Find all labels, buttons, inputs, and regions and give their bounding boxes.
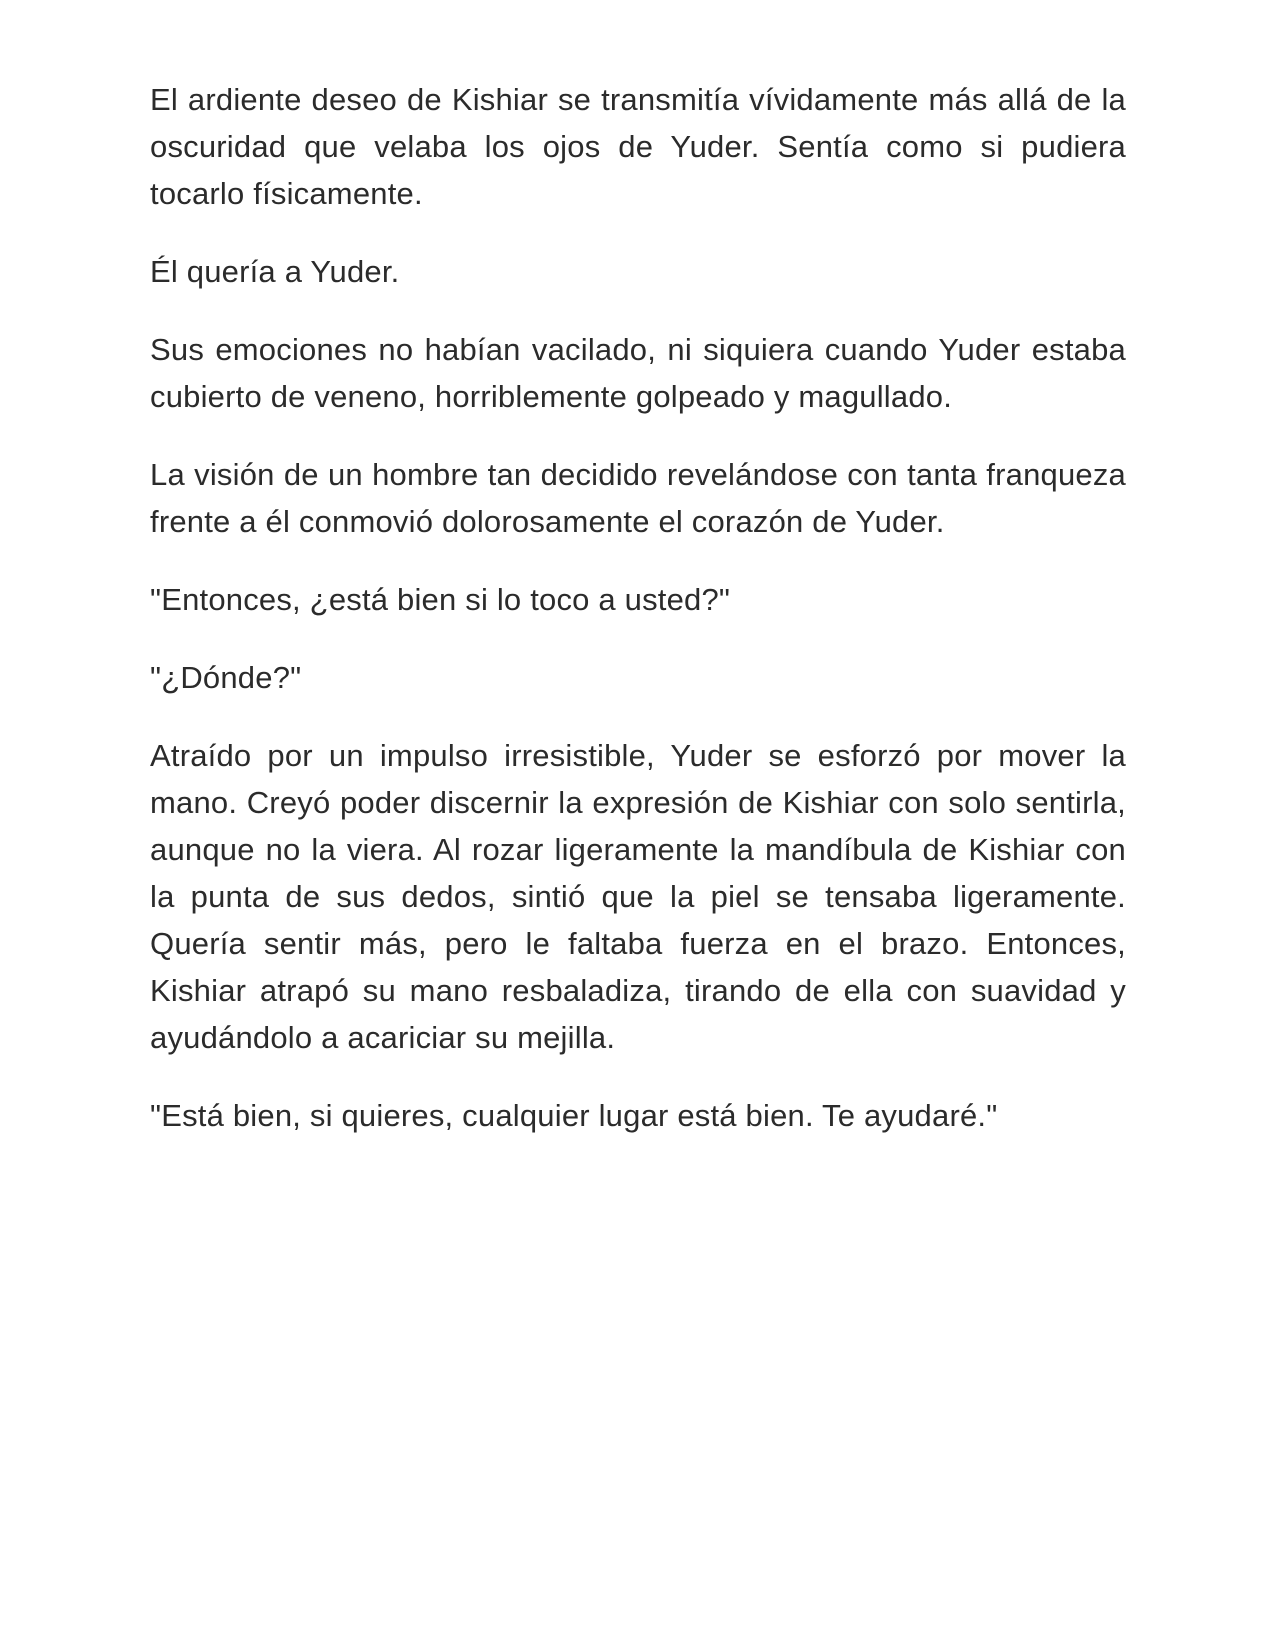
dialogue-line-1: "Entonces, ¿está bien si lo toco a usted?" <box>150 582 731 617</box>
paragraph-3: Sus emociones no habían vacilado, ni siquiera cuando Yuder estaba cubierto de veneno, horriblemente golpeado y magullado. <box>150 332 1126 414</box>
document-page <box>150 76 1126 1170</box>
paragraph-2: Él quería a Yuder. <box>150 254 400 289</box>
paragraph-5: Atraído por un impulso irresistible, Yuder se esforzó por mover la mano. Creyó poder discernir la expresión de Kishiar con solo sentirla, aunque no la viera. Al rozar ligeramente la mandíbula de Kishiar con la punta de sus dedos, sintió que la piel se tensaba ligeramente. Quería sentir más, pero le faltaba fuerza en el brazo. Entonces, Kishiar atrapó su mano resbaladiza, tirando de ella con suavidad y ayudándolo a acariciar su mejilla. <box>150 738 1126 1055</box>
dialogue-line-3: "Está bien, si quieres, cualquier lugar está bien. Te ayudaré." <box>150 1098 998 1133</box>
paragraph-1: El ardiente deseo de Kishiar se transmitía vívidamente más allá de la oscuridad que velaba los ojos de Yuder. Sentía como si pudiera tocarlo físicamente. <box>150 82 1126 211</box>
dialogue-line-2: "¿Dónde?" <box>150 660 302 695</box>
paragraph-4: La visión de un hombre tan decidido revelándose con tanta franqueza frente a él conmovió dolorosamente el corazón de Yuder. <box>150 457 1126 539</box>
